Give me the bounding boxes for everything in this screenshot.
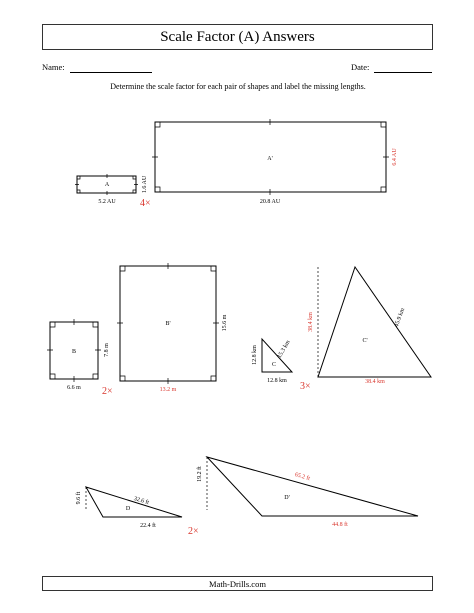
d-large-height: 19.2 ft	[197, 466, 203, 482]
c-large-height: 38.4 km	[308, 312, 314, 332]
shape-d-small	[86, 487, 182, 517]
problem-b	[47, 263, 219, 384]
shape-d-large	[207, 457, 418, 516]
c-large-base: 38.4 km	[365, 379, 385, 385]
label-a-large: A'	[267, 156, 273, 162]
c-large-side: 45.9 km	[393, 307, 407, 328]
c-small-base: 12.8 km	[267, 378, 287, 384]
d-large-base: 44.8 ft	[332, 522, 348, 528]
d-small-base: 22.4 ft	[140, 523, 156, 529]
b-scale-factor: 2×	[102, 386, 113, 397]
d-scale-factor: 2×	[188, 526, 199, 537]
footer	[42, 576, 433, 591]
c-scale-factor: 3×	[300, 381, 311, 392]
b-small-height: 7.8 m	[104, 343, 110, 357]
name-label: Name:	[42, 62, 65, 72]
problem-a	[75, 119, 389, 195]
label-a-small: A	[104, 182, 110, 188]
label-c-large: C'	[362, 338, 368, 344]
footer-site: Math-Drills.com	[209, 578, 266, 589]
c-small-side: 15.3 km	[276, 339, 292, 360]
instructions: Determine the scale factor for each pair of shapes and label the missing lengths.	[110, 82, 366, 91]
problem-c	[262, 267, 431, 377]
a-scale-factor: 4×	[140, 198, 151, 209]
label-d-large: D'	[284, 495, 290, 501]
label-d-small: D	[125, 506, 131, 512]
label-c-small: C	[271, 362, 277, 368]
a-small-height: 1.6 AU	[142, 175, 148, 194]
label-b-small: B	[71, 349, 77, 355]
a-small-width: 5.2 AU	[98, 199, 116, 205]
problem-d	[86, 457, 418, 517]
a-large-width: 20.8 AU	[259, 199, 281, 205]
c-small-height: 12.8 km	[252, 345, 258, 365]
b-small-width: 6.6 m	[67, 385, 81, 391]
a-large-height: 6.4 AU	[392, 148, 398, 166]
date-label: Date:	[351, 62, 370, 72]
d-large-side: 65.2 ft	[293, 471, 311, 483]
label-b-large: B'	[165, 321, 171, 327]
d-small-height: 9.6 ft	[76, 491, 82, 505]
title-text: Scale Factor (A) Answers	[160, 28, 315, 45]
b-large-height: 15.6 m	[222, 314, 228, 332]
shape-c-large	[318, 267, 431, 377]
b-large-width: 13.2 m	[159, 387, 177, 393]
d-small-side: 32.6 ft	[132, 495, 150, 507]
